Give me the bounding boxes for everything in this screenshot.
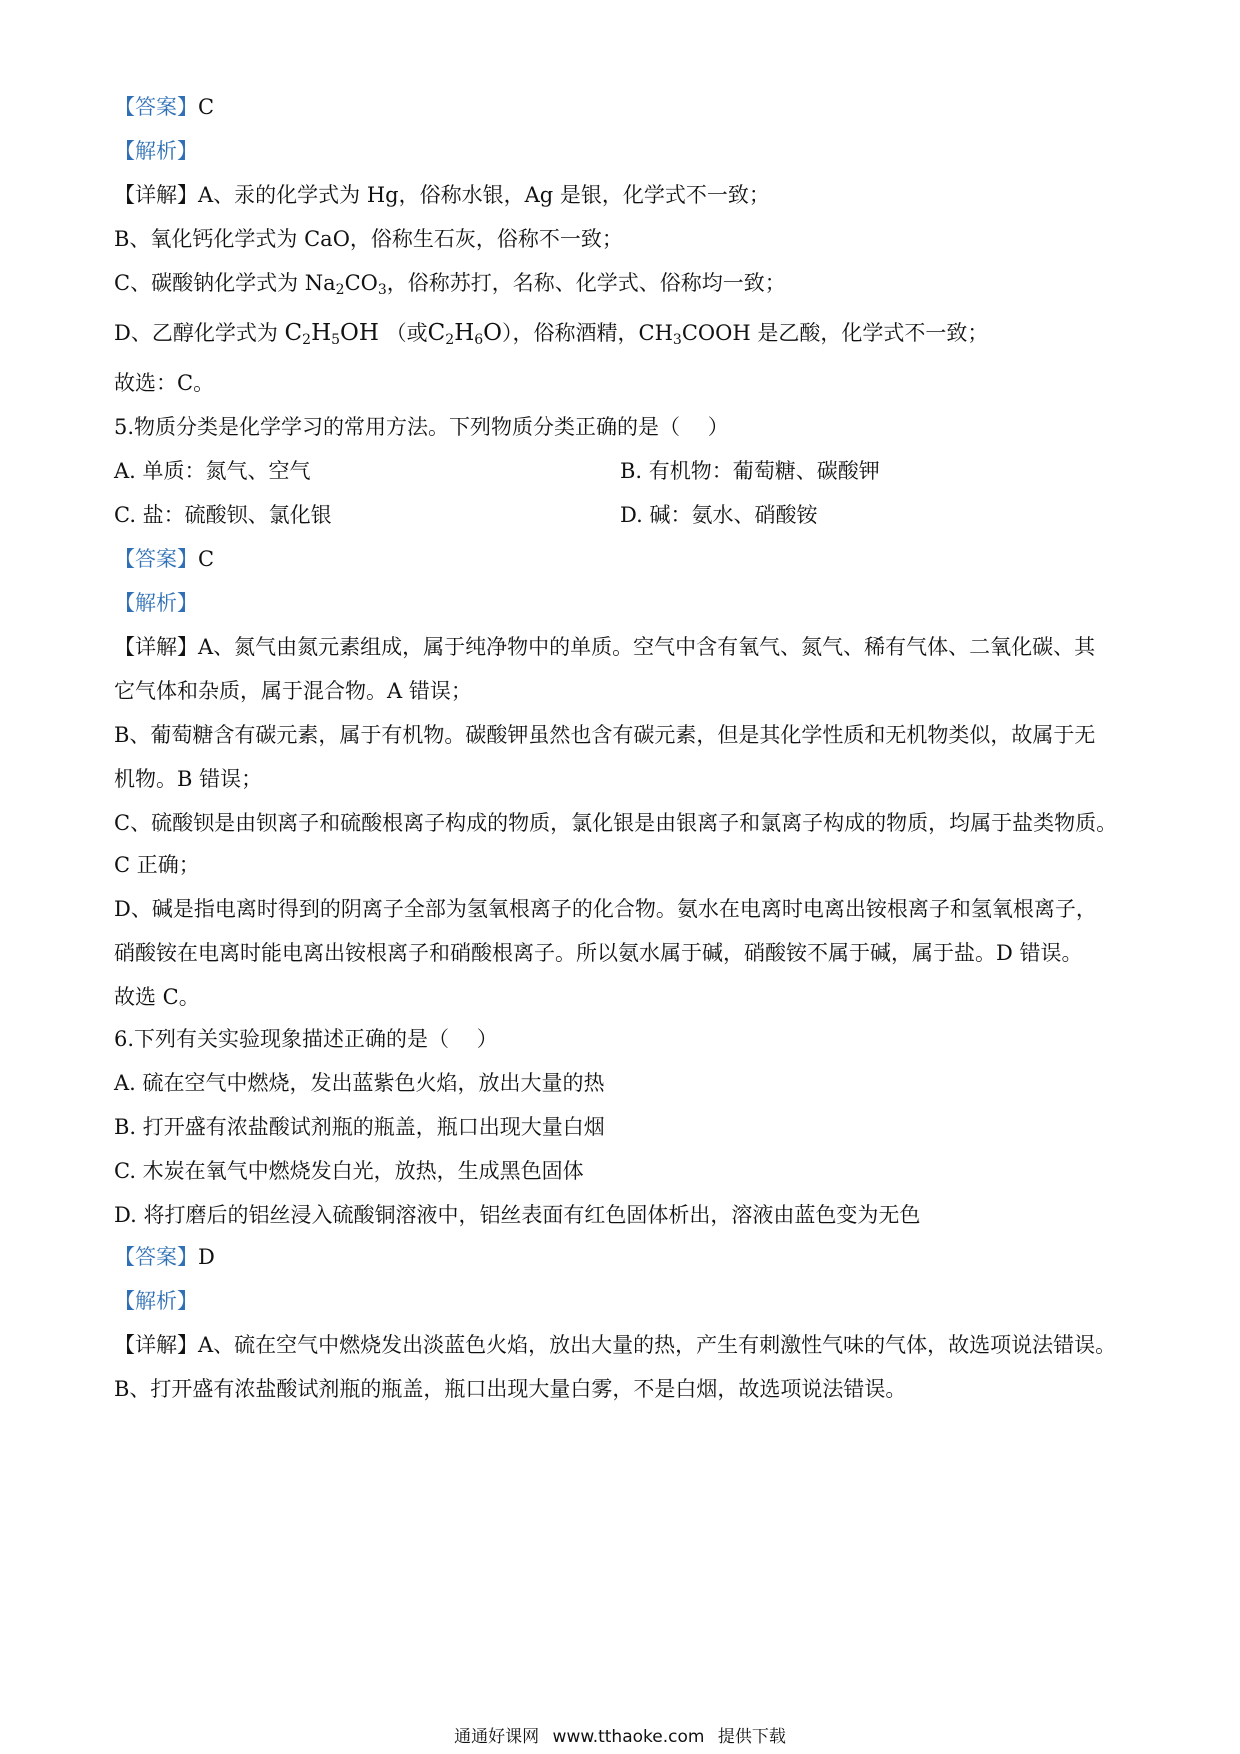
answer-value: D [198,1245,215,1269]
q5-option-d: D. 碱：氨水、硝酸铵 [620,503,818,527]
subscript: 6 [474,332,484,348]
analysis-label: 解析 [135,1289,177,1313]
q5-detail-c-1: C、硫酸钡是由钡离子和硫酸根离子构成的物质，氯化银是由银离子和氯离子构成的物质，均属于盐类物质。 [114,811,1118,835]
subscript: 5 [331,332,341,348]
bracket-open: 【 [114,139,135,163]
q5-question: 5.物质分类是化学学习的常用方法。下列物质分类正确的是（ ） [114,415,729,439]
q6-detail-a: 【详解】A、硫在空气中燃烧发出淡蓝色火焰，放出大量的热，产生有刺激性气味的气体，故选项说法错误。 [114,1333,1117,1357]
q6-option-d: D. 将打磨后的铝丝浸入硫酸铜溶液中，铝丝表面有红色固体析出，溶液由蓝色变为无色 [114,1203,921,1227]
q6-option-a: A. 硫在空气中燃烧，发出蓝紫色火焰，放出大量的热 [114,1071,605,1095]
q6-option-b: B. 打开盛有浓盐酸试剂瓶的瓶盖，瓶口出现大量白烟 [114,1115,605,1139]
q5-detail-d-2: 硝酸铵在电离时能电离出铵根离子和硝酸根离子。所以氨水属于碱，硝酸铵不属于碱，属于盐。D 错误。 [114,941,1083,965]
el: C [427,320,446,346]
bracket-open: 【 [114,1245,135,1269]
q5-detail-c-2: C 正确； [114,853,200,877]
text: ），俗称酒精，CH [502,321,673,345]
answer-label: 答案 [135,95,177,119]
q6-answer [114,1242,1140,1272]
bracket-close: 】 [177,591,198,615]
el: C [284,320,303,346]
q4-analysis [114,136,1140,166]
bracket-close: 】 [177,1245,198,1269]
q6-question: 6.下列有关实验现象描述正确的是（ ） [114,1027,498,1051]
q4-detail-b: B、氧化钙化学式为 CaO，俗称生石灰，俗称不一致； [114,227,623,251]
q4-detail-c [114,268,1140,298]
q5-option-c: C. 盐：硫酸钡、氯化银 [114,503,332,527]
q5-analysis [114,588,1140,618]
el: OH [340,320,379,346]
text: C、碳酸钠化学式为 Na [114,271,336,295]
text: COOH 是乙酸，化学式不一致； [681,321,989,345]
analysis-label: 解析 [135,591,177,615]
footer-url[interactable]: www.tthaoke.com [552,1727,705,1747]
formula-ethanol [285,320,379,346]
bracket-open: 【 [114,1289,135,1313]
detail-label: 【详解】 [114,183,198,207]
analysis-label: 解析 [135,139,177,163]
bracket-close: 】 [177,547,198,571]
text: CO [344,271,378,295]
q5-option-a: A. 单质：氮气、空气 [114,459,311,483]
text: D、乙醇化学式为 [114,321,278,345]
q5-answer [114,544,1140,574]
footer-suffix: 提供下载 [717,1727,786,1747]
page-footer [0,1726,1240,1748]
q6-option-c: C. 木炭在氧气中燃烧发白光，放热，生成黑色固体 [114,1159,584,1183]
text: （或 [385,321,428,345]
q4-conclusion: 故选：C。 [114,371,215,395]
text: ，俗称苏打，名称、化学式、俗称均一致； [386,271,786,295]
el: H [311,320,332,346]
answer-value: C [198,547,215,571]
bracket-close: 】 [177,1289,198,1313]
formula-ethanol-alt [428,320,502,346]
el: H [454,320,475,346]
q5-detail-a-1: 【详解】A、氮气由氮元素组成，属于纯净物中的单质。空气中含有氧气、氮气、稀有气体、二氧化碳、其 [114,635,1096,659]
subscript: 2 [335,282,345,298]
el: O [483,320,503,346]
q5-detail-b-2: 机物。B 错误； [114,767,263,791]
answer-value: C [198,95,215,119]
q5-detail-b-1: B、葡萄糖含有碳元素，属于有机物。碳酸钾虽然也含有碳元素，但是其化学性质和无机物类似，故属于无 [114,723,1096,747]
q6-detail-b: B、打开盛有浓盐酸试剂瓶的瓶盖，瓶口出现大量白雾，不是白烟，故选项说法错误。 [114,1377,907,1401]
q4-answer [114,92,1140,122]
q5-option-b: B. 有机物：葡萄糖、碳酸钾 [620,459,880,483]
subscript: 2 [445,332,455,348]
subscript: 2 [302,332,312,348]
q5-detail-a-2: 它气体和杂质，属于混合物。A 错误； [114,679,472,703]
answer-label: 答案 [135,1245,177,1269]
bracket-close: 】 [177,139,198,163]
q4-detail-d [114,318,1140,348]
bracket-close: 】 [177,95,198,119]
bracket-open: 【 [114,95,135,119]
q4-detail-a [114,180,1140,210]
q5-detail-d-1: D、碱是指电离时得到的阴离子全部为氢氧根离子的化合物。氨水在电离时电离出铵根离子和氢氧根离子， [114,897,1097,921]
detail-text: A、汞的化学式为 Hg，俗称水银，Ag 是银，化学式不一致； [198,183,770,207]
subscript: 3 [672,332,682,348]
bracket-open: 【 [114,547,135,571]
footer-site-name: 通通好课网 [454,1727,540,1747]
bracket-open: 【 [114,591,135,615]
answer-label: 答案 [135,547,177,571]
subscript: 3 [377,282,387,298]
q5-conclusion: 故选 C。 [114,985,200,1009]
q6-analysis [114,1286,1140,1316]
